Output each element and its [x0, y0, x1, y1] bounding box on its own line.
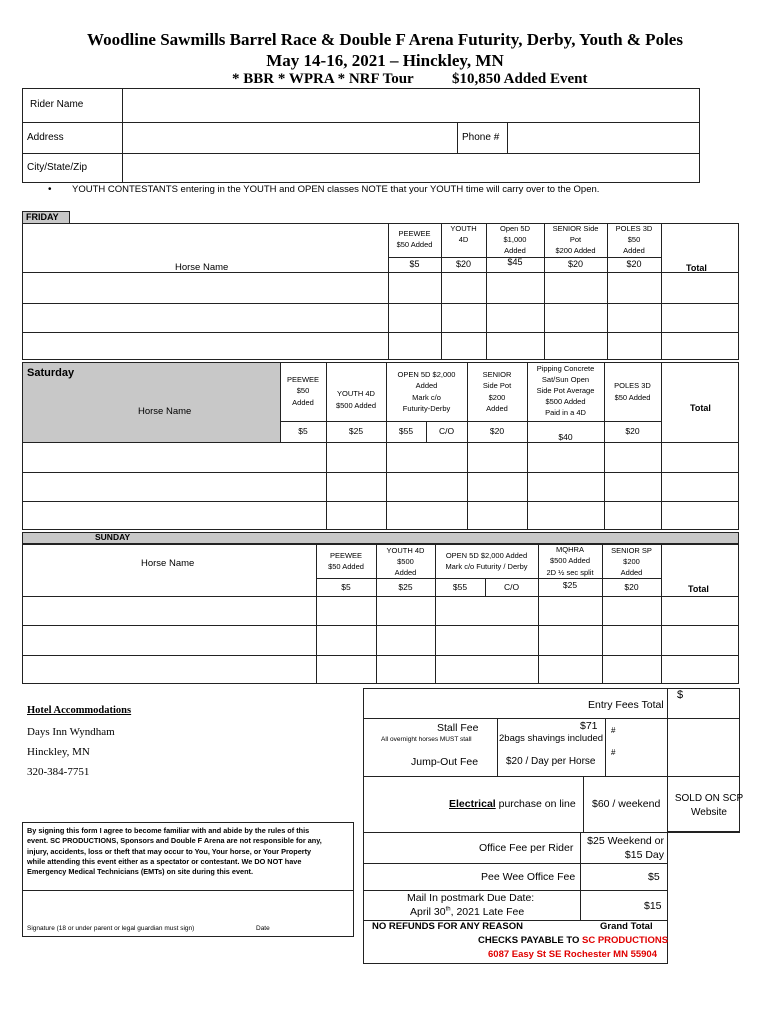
sunday-bar	[22, 532, 739, 544]
friday-class-poles: POLES 3D $50 Added	[615, 224, 653, 255]
waiver-text: By signing this form I agree to become familiar with and abide by the rules of this event. SC PRODUCTIONS, Sponsors and Double F Arena are not responsible for any, injury, accidents, loss or theft that may occur to You, Your horse, or Your Property while attending this event either as a spectator or contestant. We DO NOT have Emergency Medical Technicians (EMTs) on site during this event.	[27, 826, 322, 877]
electrical-price: $60 / weekend	[592, 798, 661, 810]
rider-name-field[interactable]	[126, 92, 696, 118]
sold-on-website-note: SOLD ON SCP Website	[674, 793, 744, 818]
friday-label: FRIDAY	[26, 212, 59, 222]
peewee-office-fee-price: $5	[648, 871, 660, 883]
friday-fee-youth: $20	[455, 259, 472, 270]
sunday-fee-peewee: $5	[341, 581, 351, 592]
saturday-fee-peewee: $5	[298, 425, 308, 436]
friday-class-open: Open 5D $1,000 Added	[499, 224, 531, 255]
hotel-city: Hinckley, MN	[27, 746, 90, 758]
saturday-class-poles: POLES 3D $50 Added	[614, 381, 651, 402]
saturday-class-youth: YOUTH 4D $500 Added	[335, 389, 377, 410]
city-state-zip-label: City/State/Zip	[27, 162, 88, 173]
note-bullet: •	[48, 184, 52, 195]
jump-out-quantity-hash: #	[611, 748, 616, 757]
electrical-label: Electrical purchase on line	[449, 798, 576, 810]
saturday-horse-name-header: Horse Name	[138, 406, 192, 417]
sunday-class-open: OPEN 5D $2,000 Added Mark c/o Futurity / Derby	[445, 550, 528, 571]
sunday-fee-open: $55	[452, 581, 468, 592]
entry-fees-total-field[interactable]	[669, 700, 737, 716]
grand-total-field[interactable]	[669, 922, 737, 962]
date-label: Date	[256, 925, 270, 932]
event-added-money: $10,850 Added Event	[452, 71, 588, 87]
mail-in-due-date: April 30th, 2021 Late Fee	[410, 906, 525, 918]
friday-class-peewee: PEEWEE $50 Added	[396, 229, 433, 249]
friday-fee-poles: $20	[626, 259, 642, 270]
hotel-heading: Hotel Accommodations	[27, 705, 132, 716]
sunday-class-senior: SENIOR SP $200 Added	[611, 545, 652, 578]
no-refunds-notice: NO REFUNDS FOR ANY REASON	[372, 921, 523, 932]
sunday-fee-senior: $20	[624, 581, 639, 592]
saturday-class-open: OPEN 5D $2,000 Added Mark c/o Futurity-Derby	[397, 370, 456, 413]
saturday-fee-youth: $25	[348, 425, 364, 436]
sunday-fee-youth: $25	[398, 581, 413, 592]
signature-label: Signature (18 or under parent or legal guardian must sign)	[27, 925, 195, 932]
address-field[interactable]	[126, 126, 452, 150]
sunday-class-youth: YOUTH 4D $500 Added	[386, 545, 425, 578]
saturday-fee-poles: $20	[625, 425, 640, 436]
saturday-label: Saturday	[27, 367, 75, 379]
hotel-phone: 320-384-7751	[27, 766, 90, 778]
city-state-zip-field[interactable]	[126, 156, 696, 180]
saturday-fee-open: $55	[398, 425, 414, 436]
payment-mailing-address: 6087 Easy St SE Rochester MN 55904	[488, 949, 657, 960]
stall-quantity-hash: #	[611, 726, 616, 735]
hotel-name: Days Inn Wyndham	[27, 726, 115, 738]
signature-field[interactable]	[24, 892, 274, 922]
entry-fees-total-label: Entry Fees Total	[588, 699, 664, 711]
stall-fee-label: Stall Fee	[437, 722, 479, 734]
saturday-fee-pipping: $40	[558, 431, 573, 442]
sunday-horse-name-header: Horse Name	[141, 558, 195, 569]
sunday-fee-mqhra: $25	[562, 579, 578, 590]
saturday-class-peewee: PEEWEE $50 Added	[286, 375, 320, 407]
friday-fee-peewee: $5	[409, 259, 420, 270]
friday-fee-open: $45	[507, 257, 523, 268]
event-tours: * BBR * WPRA * NRF Tour	[232, 71, 414, 87]
saturday-fee-open-co: C/O	[438, 425, 455, 436]
sunday-label: SUNDAY	[95, 532, 131, 542]
stall-quantity-field[interactable]	[620, 722, 666, 744]
sunday-class-peewee: PEEWEE $50 Added	[328, 550, 364, 571]
grand-total-label: Grand Total	[600, 921, 653, 932]
checks-payable-to: CHECKS PAYABLE TO SC PRODUCTIONS	[478, 935, 669, 946]
friday-class-youth: YOUTH 4D	[450, 224, 477, 244]
stall-shavings-note: 2bags shavings included	[499, 733, 604, 744]
address-label: Address	[27, 132, 64, 143]
mail-in-due-label: Mail In postmark Due Date:	[407, 892, 535, 904]
stall-fee-price: $71	[580, 720, 598, 732]
phone-label: Phone #	[462, 132, 500, 143]
event-title: Woodline Sawmills Barrel Race & Double F Arena Futurity, Derby, Youth & Poles	[87, 30, 683, 49]
saturday-total-header: Total	[690, 403, 711, 413]
saturday-class-pipping-side-pot: Pipping Concrete Sat/Sun Open Side Pot Average $500 Added Paid in a 4D	[536, 364, 595, 417]
office-fee-price: $25 Weekend or $15 Day	[587, 835, 664, 862]
entry-total-dollar: $	[677, 689, 684, 701]
late-fee-price: $15	[644, 900, 662, 912]
jump-out-fee-price: $20 / Day per Horse	[506, 756, 596, 767]
sunday-class-mqhra: MQHRA $500 Added 2D ½ sec split	[546, 545, 594, 577]
youth-carry-over-note: YOUTH CONTESTANTS entering in the YOUTH and OPEN classes NOTE that your YOUTH time will carry over to the Open.	[72, 184, 600, 195]
friday-total-header: Total	[686, 263, 707, 273]
saturday-class-senior: SENIOR Side Pot $200 Added	[482, 370, 512, 413]
sunday-total-header: Total	[688, 584, 709, 594]
friday-fee-senior: $20	[567, 259, 584, 270]
rider-name-label: Rider Name	[30, 99, 84, 110]
sunday-fee-open-co: C/O	[503, 581, 520, 592]
jump-out-fee-label: Jump-Out Fee	[411, 756, 479, 768]
friday-horse-name-header: Horse Name	[175, 262, 229, 273]
phone-field[interactable]	[511, 126, 696, 150]
event-dates-location: May 14-16, 2021 – Hinckley, MN	[266, 51, 504, 70]
saturday-fee-senior: $20	[489, 425, 505, 436]
jump-out-quantity-field[interactable]	[620, 750, 666, 772]
stall-fee-note: All overnight horses MUST stall	[381, 736, 472, 743]
office-fee-label: Office Fee per Rider	[479, 842, 574, 854]
peewee-office-fee-label: Pee Wee Office Fee	[481, 871, 576, 883]
friday-class-senior: SENIOR Side Pot $200 Added	[552, 224, 599, 255]
